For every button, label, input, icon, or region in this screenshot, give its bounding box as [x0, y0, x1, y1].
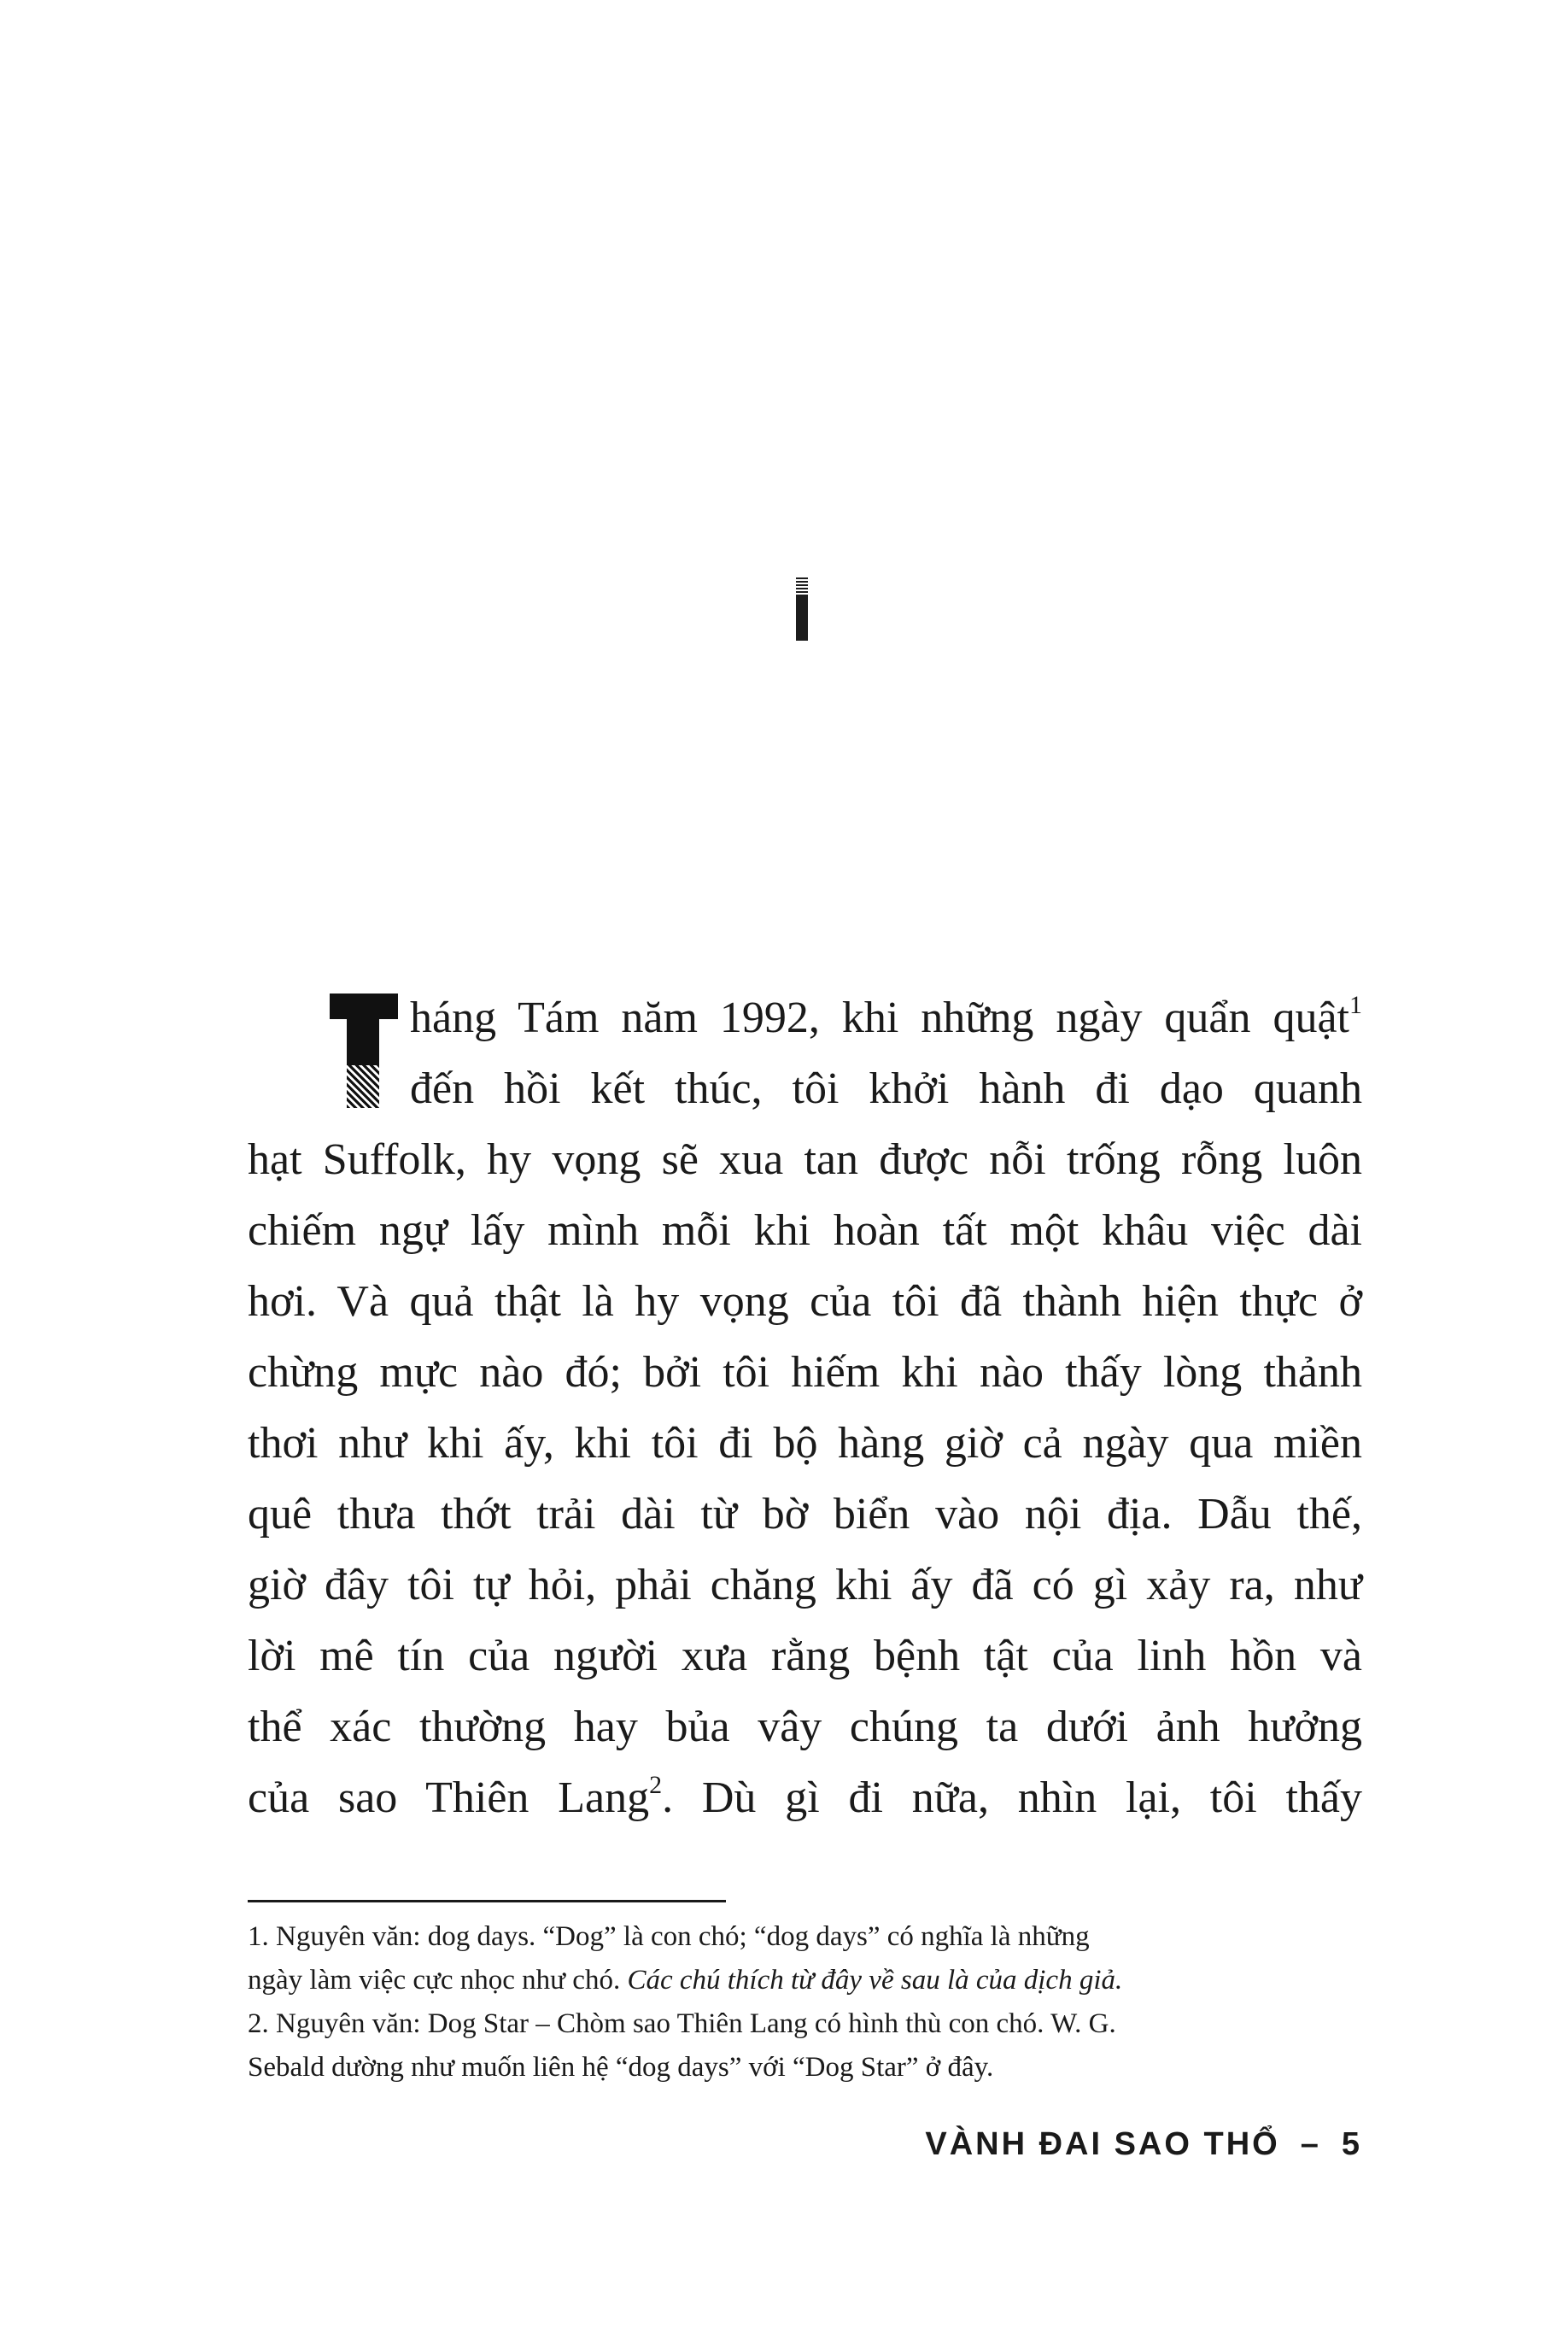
footnote-2-line-2: Sebald dường như muốn liên hệ “dog days” với “Dog Star” ở đây.	[248, 2052, 994, 2083]
text-line: giờ đây tôi tự hỏi, phải chăng khi ấy đã có gì xảy ra, như	[248, 1561, 1362, 1609]
footnote-divider	[248, 1900, 726, 1902]
text-line: quê thưa thớt trải dài từ bờ biển vào nội địa. Dẫu thế,	[248, 1490, 1362, 1539]
chapter-numeral	[796, 577, 808, 641]
footnote-ref-1: 1	[1349, 991, 1362, 1019]
footnote-1-line-2: ngày làm việc cực nhọc như chó. Các chú thích từ đây về sau là của dịch giả.	[248, 1965, 1123, 1996]
text-line: của sao Thiên Lang$^2$. Dù gì đi nữa, nhìn lại, tôi thấy	[248, 1771, 1362, 1822]
text-line: thể xác thường hay bủa vây chúng ta dưới ảnh hưởng	[248, 1703, 1362, 1751]
text-line: đến hồi kết thúc, tôi khởi hành đi dạo quanh	[410, 1064, 1362, 1113]
footnote-ref-2: 2	[649, 1771, 663, 1799]
running-footer	[880, 2119, 1362, 2170]
text-line: chiếm ngự lấy mình mỗi khi hoàn tất một khâu việc dài	[248, 1206, 1362, 1255]
text-line: háng Tám năm 1992, khi những ngày quẩn quật$^1$	[410, 991, 1362, 1042]
footnote-1-line-1: 1. Nguyên văn: dog days. “Dog” là con chó; “dog days” có nghĩa là những	[248, 1921, 1090, 1952]
translator-note: Các chú thích từ đây về sau là của dịch giả.	[627, 1965, 1123, 1996]
text-line: lời mê tín của người xưa rằng bệnh tật của linh hồn và	[248, 1632, 1362, 1680]
page-number: 5	[1341, 2125, 1362, 2162]
book-title: VÀNH ĐAI SAO THỔ	[925, 2125, 1280, 2162]
footer-separator: –	[1300, 2125, 1321, 2162]
footnotes	[248, 1915, 1362, 2090]
body-paragraph	[248, 982, 1362, 1833]
text-line: hạt Suffolk, hy vọng sẽ xua tan được nỗi trống rỗng luôn	[248, 1135, 1362, 1184]
text-line: hơi. Và quả thật là hy vọng của tôi đã thành hiện thực ở	[248, 1277, 1362, 1326]
text-line: chừng mực nào đó; bởi tôi hiếm khi nào thấy lòng thảnh	[248, 1348, 1362, 1397]
chapter-numeral-hatch	[796, 577, 808, 596]
text-line: thơi như khi ấy, khi tôi đi bộ hàng giờ cả ngày qua miền	[248, 1419, 1362, 1468]
footnote-2-line-1: 2. Nguyên văn: Dog Star – Chòm sao Thiên Lang có hình thù con chó. W. G.	[248, 2008, 1116, 2039]
